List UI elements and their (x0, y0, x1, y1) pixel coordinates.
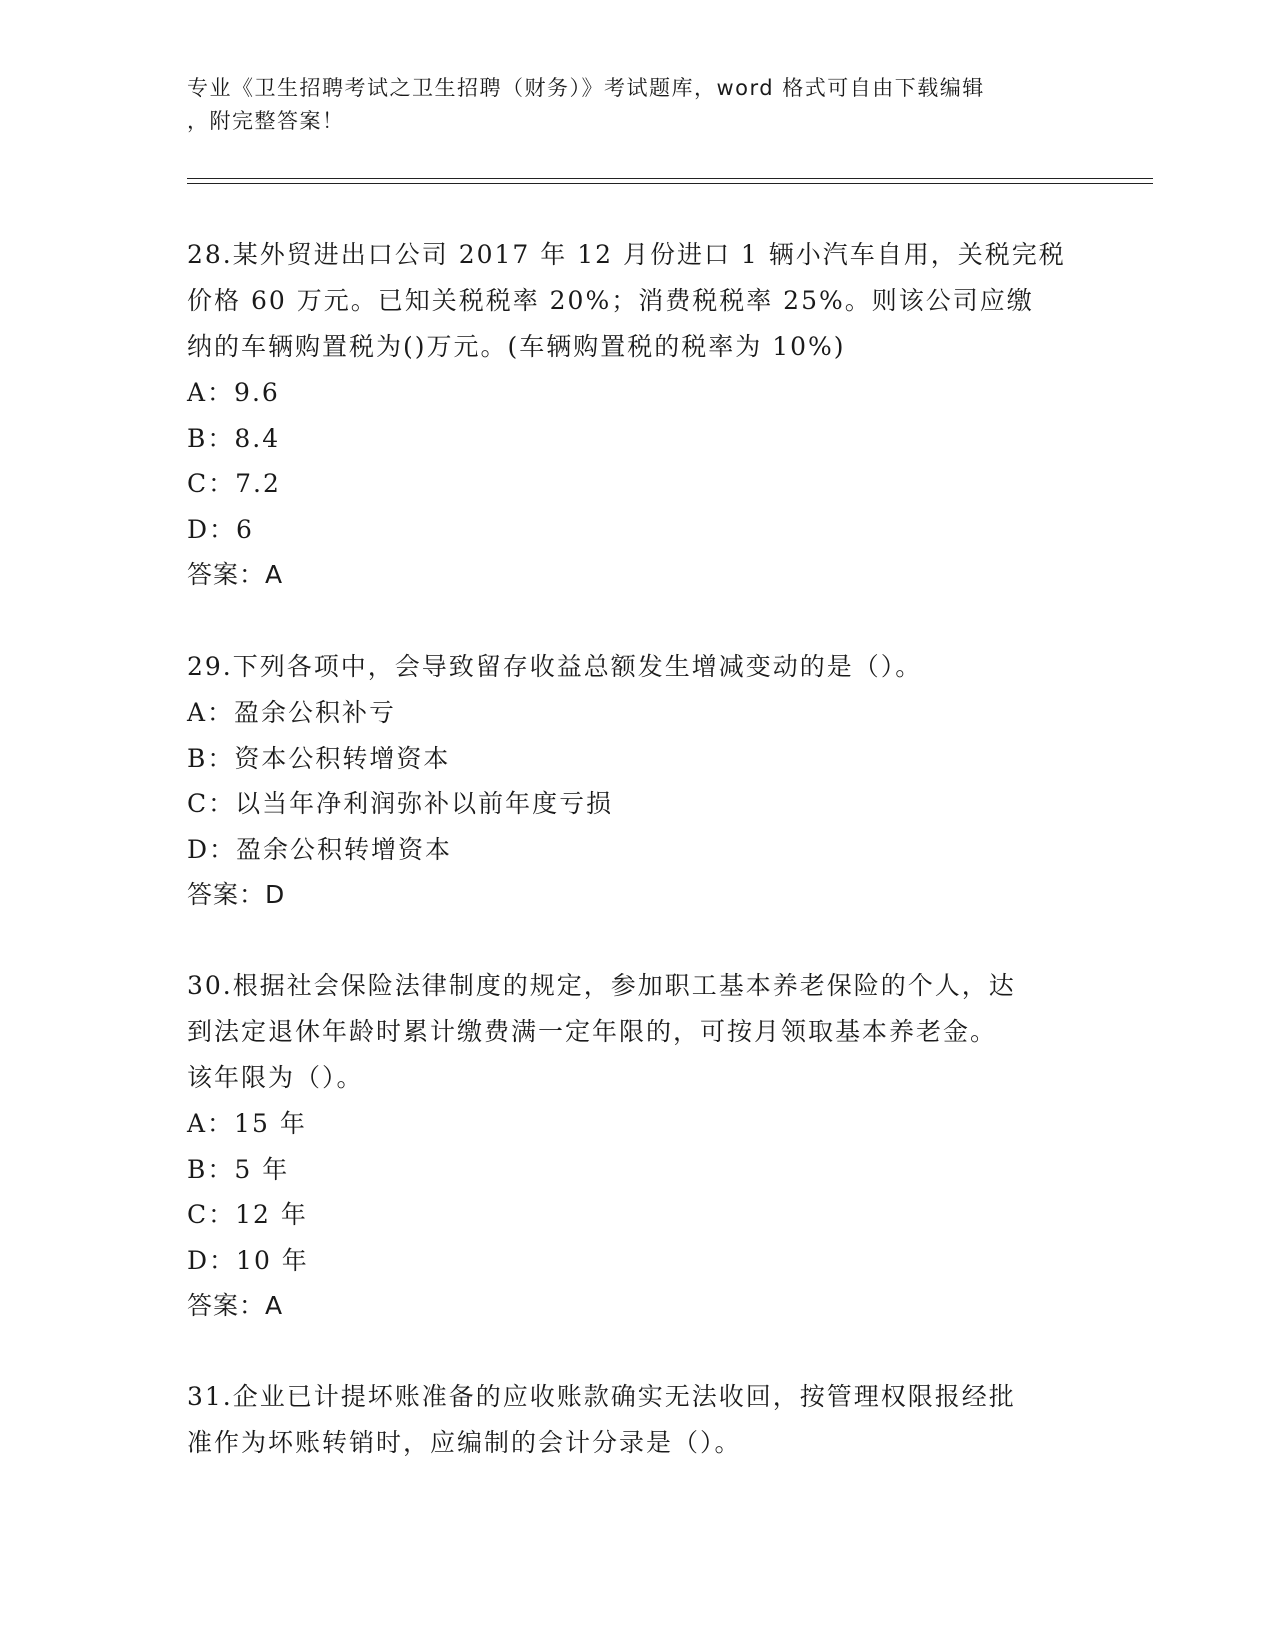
option-c: C：12 年 (187, 1200, 308, 1229)
header-divider-bottom (187, 183, 1153, 184)
option-a: A：盈余公积补亏 (187, 698, 397, 727)
stem-line: 到法定退休年龄时累计缴费满一定年限的，可按月领取基本养老金。 (187, 1017, 998, 1046)
header-divider-top (187, 178, 1153, 179)
stem-line: 30.根据社会保险法律制度的规定，参加职工基本养老保险的个人，达 (187, 971, 1016, 1000)
question-stem (187, 232, 1087, 370)
stem-line: 该年限为（）。 (187, 1063, 364, 1092)
option-a: A：15 年 (187, 1109, 307, 1138)
option-b: B：5 年 (187, 1154, 290, 1184)
stem-line: 28.某外贸进出口公司 2017 年 12 月份进口 1 辆小汽车自用，关税完税 (187, 240, 1066, 269)
stem-line: 纳的车辆购置税为()万元。(车辆购置税的税率为 10%) (187, 332, 846, 361)
option-b: B：8.4 (187, 423, 281, 453)
stem-line: 31.企业已计提坏账准备的应收账款确实无法收回，按管理权限报经批 (187, 1382, 1016, 1411)
option-d: D：6 (187, 514, 254, 544)
stem-line: 29.下列各项中，会导致留存收益总额发生增减变动的是（）。 (187, 652, 923, 681)
header-line-1: 专业《卫生招聘考试之卫生招聘（财务）》考试题库，word 格式可自由下载编辑 (187, 76, 985, 100)
option-d: D：10 年 (187, 1245, 309, 1275)
document-header (187, 72, 1087, 138)
stem-line: 价格 60 万元。已知关税税率 20%；消费税税率 25%。则该公司应缴 (187, 286, 1034, 315)
option-b: B：资本公积转增资本 (187, 743, 451, 773)
question-stem (187, 1374, 1087, 1466)
question-29 (187, 644, 1087, 917)
option-a: A：9.6 (187, 378, 280, 407)
option-c: C：以当年净利润弥补以前年度亏损 (187, 789, 614, 818)
question-stem (187, 644, 1087, 690)
answer-line: 答案：A (187, 560, 284, 589)
question-30 (187, 963, 1087, 1328)
stem-line: 准作为坏账转销时，应编制的会计分录是（）。 (187, 1428, 742, 1457)
header-line-2: ，附完整答案！ (187, 109, 345, 133)
answer-line: 答案：D (187, 880, 286, 909)
answer-line: 答案：A (187, 1291, 284, 1320)
question-28 (187, 232, 1087, 597)
option-c: C：7.2 (187, 469, 281, 498)
question-stem (187, 963, 1087, 1101)
option-d: D：盈余公积转增资本 (187, 834, 453, 864)
question-31 (187, 1374, 1087, 1466)
